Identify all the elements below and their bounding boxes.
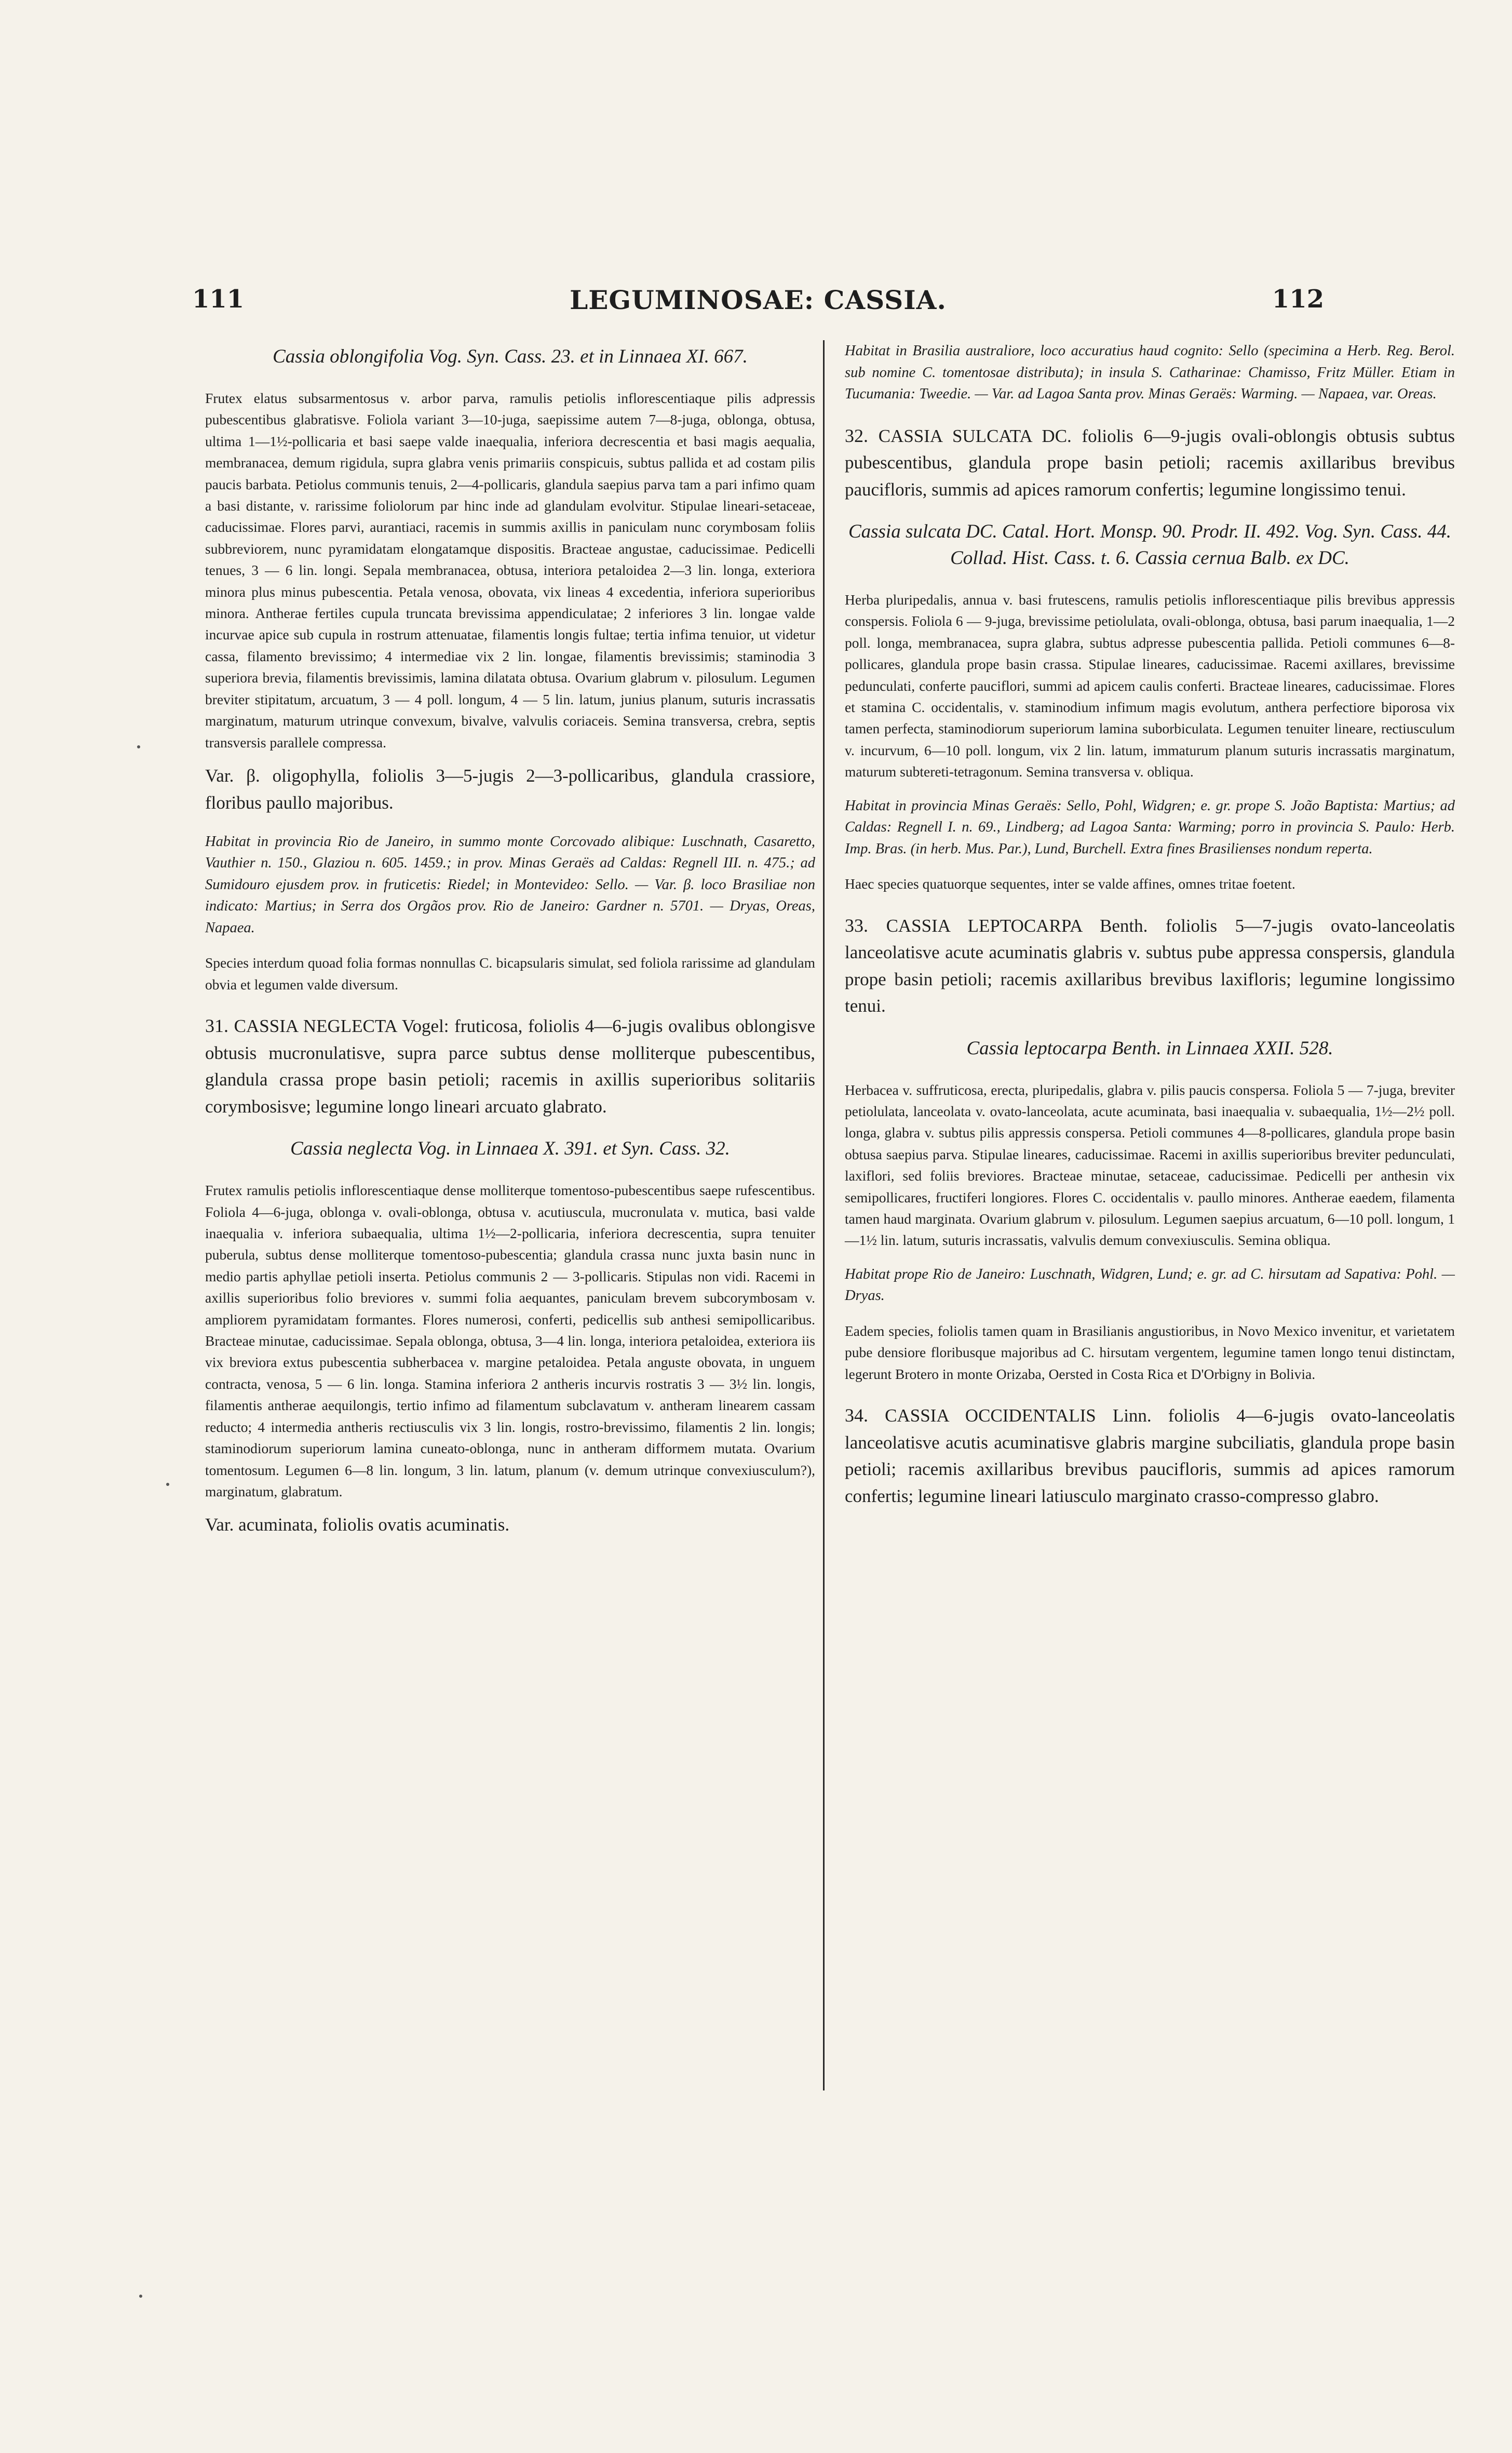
note-leptocarpa: Eadem species, foliolis tamen quam in Brasilianis angustioribus, in Novo Mexico invenitur, et varietatem pube densiore floribusque majoribus ad C. hirsutam vergentem, legumine tamen longo tenui distinctam, legerunt Brotero in monte Orizaba, Oersted in Costa Rica et D'Orbigny in Bolivia. <box>845 1322 1455 1382</box>
right-column <box>845 340 1455 1525</box>
citation-leptocarpa: Cassia leptocarpa Benth. in Linnaea XXII. 528. <box>966 1037 1333 1059</box>
citation-sulcata: Cassia sulcata DC. Catal. Hort. Monsp. 90. Prodr. II. 492. Vog. Syn. Cass. 44. Collad. Hist. Cass. t. 6. Cassia cernua Balb. ex DC. <box>848 521 1452 569</box>
species-31-number: 31. <box>205 1015 228 1037</box>
citation-neglecta: Cassia neglecta Vog. in Linnaea X. 391. et Syn. Cass. 32. <box>290 1138 730 1160</box>
species-32-number: 32. <box>845 425 868 446</box>
species-31-diagnosis <box>205 1013 815 1120</box>
description-neglecta: Frutex ramulis petiolis inflorescentiaque dense molliterque tomentoso-pubescentibus saepe rufescentibus. Foliola 4—6-juga, oblonga v. ovali-oblonga, obtusa v. acutiuscula, mucronulata v. mutica, basi valde inaequalia v. inferiora subaequalia, ultima 1½—2-pollicaria, inferiora decrescentia, supra tenuiter puberula, subtus dense molliterque tomentoso-pubescentia; glandula crassa nunc juxta basin nunc in medio partis aphyllae petioli inserta. Petiolus communis 2 — 3-pollicaris. Stipulas non vidi. Racemi in axillis superioribus folio breviores v. summi folia aequantes, paniculam brevem subcorymbosam v. ampliorem pyramidatam formantes. Flores numerosi, conferti, pedicellis sub anthesi semipollicaribus. Bracteae minutae, caducissimae. Sepala oblonga, obtusa, 3—4 lin. longa, interiora petaloidea, exteriora iis vix breviora extus pubescentia subherbacea v. margine petaloidea. Petala anguste obovata, in unguem contracta, venosa, 5 — 6 lin. longa. Stamina inferiora 2 antheris incurvis rostratis 3 — 3½ lin. longis, filamentis antherae aequilongis, tertio infimo ad filamentum subclavatum v. antheram linearem cassam reducto; 4 intermedia antheris rectiusculis vix 3 lin. longis, rostro-brevissimo, filamentis 2 lin. longis; staminodiorum superiorum lamina cuneato-oblonga, nunc in antheram difformem mutata. Ovarium tomentosum. Legumen 6—8 lin. longum, 3 lin. latum, planum (v. demum utrinque convexiusculum?), marginatum, glabratum. <box>205 1182 815 1499</box>
margin-speck <box>166 1483 169 1486</box>
page-number-right: 112 <box>1272 285 1324 314</box>
species-33-diagnosis <box>845 913 1455 1020</box>
species-32-text: CASSIA SULCATA DC. foliolis 6—9-jugis ovali-oblongis obtusis subtus pubescentibus, glandula prope basin petioli; racemis axillaribus brevibus paucifloris, summis ad apices ramorum confertis; legumine longissimo tenui. <box>845 425 1455 500</box>
description-sulcata: Herba pluripedalis, annua v. basi frutescens, ramulis petiolis inflorescentiaque pilis brevibus appressis conspersis. Foliola 6 — 9-juga, brevissime petiolulata, ovali-oblonga, obtusa, basi parum inaequalia, 1—2 poll. longa, membranacea, supra glabra, subtus adpresse pubescentia pallida. Petioli communes 6—8-pollicares, glandula prope basin crassa. Stipulae lineares, caducissimae. Racemi axillares, brevissime pedunculati, conferte pauciflori, summi ad apicem caulis conferti. Bracteae lineares, caducissimae. Flores et stamina C. occidentalis, v. staminodium infimum magis evolutum, anthera perfectiore biporosa vix tamen perfecta, staminodiorum superiorum lamina suborbiculata. Legumen tenuiter lineare, rectiusculum v. incurvum, 6—10 poll. longum, vix 2 lin. latum, immaturum planum suturis incrassatis marginatum, maturum subtereti-tetragonum. Semina transversa v. obliqua. <box>845 592 1455 780</box>
species-34-diagnosis <box>845 1402 1455 1509</box>
habitat-neglecta: Habitat in Brasilia australiore, loco accuratius haud cognito: Sello (specimina a Herb. Reg. Berol. sub nomine C. tomentosae distributa); in insula S. Catharinae: Chamisso, Fritz Müller. Etiam in Tucumania: Tweedie. — Var. ad Lagoa Santa prov. Minas Geraës: Warming. — Napaea, var. Oreas. <box>845 343 1455 402</box>
margin-speck <box>137 745 140 748</box>
page-number-left: 111 <box>192 285 245 314</box>
note-oblongifolia: Species interdum quoad folia formas nonnullas C. bicapsularis simulat, sed foliola rarissime ad glandulam obvia et legumen valde diversum. <box>205 955 815 993</box>
running-title: LEGUMINOSAE: CASSIA. <box>570 285 947 315</box>
description-oblongifolia: Frutex elatus subsarmentosus v. arbor parva, ramulis petiolis inflorescentiaque pilis adpressis pubescentibus glabratisve. Foliola variant 3—10-juga, saepissime autem 7—8-juga, oblonga, obtusa, ultima 1—1½-pollicaria et basi saepe valde inaequalia, inferiora decrescentia et basi magis aequalia, membranacea, demum rigidula, supra glabra venis primariis conspicuis, subtus pallida et ad costam pilis paucis barbata. Petiolus communis tenuis, 2—4-pollicaris, glandula saepius parva tam a pari infimo quam a basi distante, v. rarissime foliolorum par hinc inde ad glandulam evolvitur. Stipulae lineari-setaceae, caducissimae. Flores parvi, aurantiaci, racemis in summis axillis in paniculam nunc corymbosam foliis subbreviorem, nunc pyramidatam elongatamque dispositis. Bracteae angustae, caducissimae. Pedicelli tenues, 3 — 6 lin. longi. Sepala membranacea, obtusa, interiora petaloidea 2—3 lin. longa, exteriora minora plus minus pubescentia. Petala venosa, obovata, vix lineas 4 excedentia, inferiora superioribus minora. Antherae fertiles cupula truncata brevissima appendiculatae; 2 inferiores 3 lin. longae valde incurvae apice sub cupula in rostrum attenuatae, filamentis longis fultae; tertia infima tenuior, ut videtur cassa, filamento brevissimo; 4 intermediae vix 2 lin. longae, filamentis brevissimis; staminodia 3 superiora brevia, filamentis brevissimis, lamina dilatata obtusa. Ovarium glabrum v. pilosulum. Legumen breviter stipitatum, arcuatum, 3 — 4 poll. longum, 4 — 5 lin. latum, junius planum, suturis incrassatis marginatum, maturum utrinque convexum, bivalve, valvulis coriaceis. Semina transversa, crebra, septis transversis parallele compressa. <box>205 390 815 750</box>
page-header <box>192 285 1324 326</box>
species-33-number: 33. <box>845 915 868 936</box>
species-31-text: CASSIA NEGLECTA Vogel: fruticosa, foliolis 4—6-jugis ovalibus oblongisve obtusis mucronulatisve, supra parce subtus dense molliterque pubescentibus, glandula crassa prope basin petioli; racemis in axillis superioribus solitariis corymbosisve; legumine longo lineari arcuato glabrato. <box>205 1016 815 1117</box>
habitat-oblongifolia: Habitat in provincia Rio de Janeiro, in summo monte Corcovado alibique: Luschnath, Casaretto, Vauthier n. 150., Glaziou n. 605. 1459.; in prov. Minas Geraës ad Caldas: Regnell III. n. 475.; ad Sumidouro ejusdem prov. in fruticetis: Riedel; in Montevideo: Sello. — Var. β. loco Brasiliae non indicato: Martius; in Serra dos Orgãos prov. Rio de Janeiro: Gardner n. 5701. — Dryas, Oreas, Napaea. <box>205 833 815 936</box>
description-leptocarpa: Herbacea v. suffruticosa, erecta, pluripedalis, glabra v. pilis paucis conspersa. Foliola 5 — 7-juga, breviter petiolulata, lanceolata v. ovato-lanceolata, acute acuminata, basi inaequalia v. subaequalia, 1½—2½ poll. longa, glabra v. subtus pilis appressis conspersa. Petioli communes 4—8-pollicares, glandula prope basin obtusa saepius parva. Stipulae lineares, caducissimae. Racemi in axillis superioribus breviter pedunculati, laxiflori, sed foliis breviores. Bracteae minutae, setaceae, caducissimae. Pedicelli per anthesin vix semipollicares, fructiferi longiores. Flores C. occidentalis v. paullo minores. Antherae eaedem, filamenta tamen haud marginata. Ovarium glabrum v. pilosulum. Legumen saepius arcuatum, 6—10 poll. longum, 1—1½ lin. latum, suturis incrassatis, valvulis demum convexiusculis. Semina obliqua. <box>845 1081 1455 1249</box>
species-34-number: 34. <box>845 1405 868 1426</box>
species-32-diagnosis <box>845 423 1455 503</box>
habitat-sulcata: Habitat in provincia Minas Geraës: Sello, Pohl, Widgren; e. gr. prope S. João Baptista: Martius; ad Caldas: Regnell I. n. 69., Lindberg; ad Lagoa Santa: Warming; porro in provincia S. Paulo: Herb. Imp. Bras. (in herb. Mus. Par.), Lund, Burchell. Extra fines Brasilienses nondum reperta. <box>845 797 1455 857</box>
column-divider <box>823 340 825 2090</box>
left-column <box>205 340 815 1553</box>
species-34-text: CASSIA OCCIDENTALIS Linn. foliolis 4—6-jugis ovato-lanceolatis lanceolatisve acutis acuminatisve glabris margine subciliatis, glandula prope basin petioli; racemis axillaribus brevibus paucifloris, summis ad apices ramorum confertis; legumine lineari latiusculo marginato crasso-compresso glabro. <box>845 1405 1455 1506</box>
habitat-leptocarpa: Habitat prope Rio de Janeiro: Luschnath, Widgren, Lund; e. gr. ad C. hirsutam ad Sapativa: Pohl. — Dryas. <box>845 1266 1455 1304</box>
citation-oblongifolia: Cassia oblongifolia Vog. Syn. Cass. 23. et in Linnaea XI. 667. <box>273 346 748 367</box>
variety-acuminata: Var. acuminata, foliolis ovatis acuminatis. <box>205 1514 510 1535</box>
species-33-text: CASSIA LEPTOCARPA Benth. foliolis 5—7-jugis ovato-lanceolatis lanceolatisve acute acuminatis glabris v. subtus pube appressa conspersis, glandula prope basin petioli; racemis axillaribus brevibus laxifloris; legumine longissimo tenui. <box>845 915 1455 1016</box>
note-sulcata: Haec species quatuorque sequentes, inter se valde affines, omnes tritae foetent. <box>845 876 1295 892</box>
variety-oligophylla: Var. β. oligophylla, foliolis 3—5-jugis 2—3-pollicaribus, glandula crassiore, floribus paullo majoribus. <box>205 765 815 813</box>
margin-speck <box>139 2295 142 2298</box>
